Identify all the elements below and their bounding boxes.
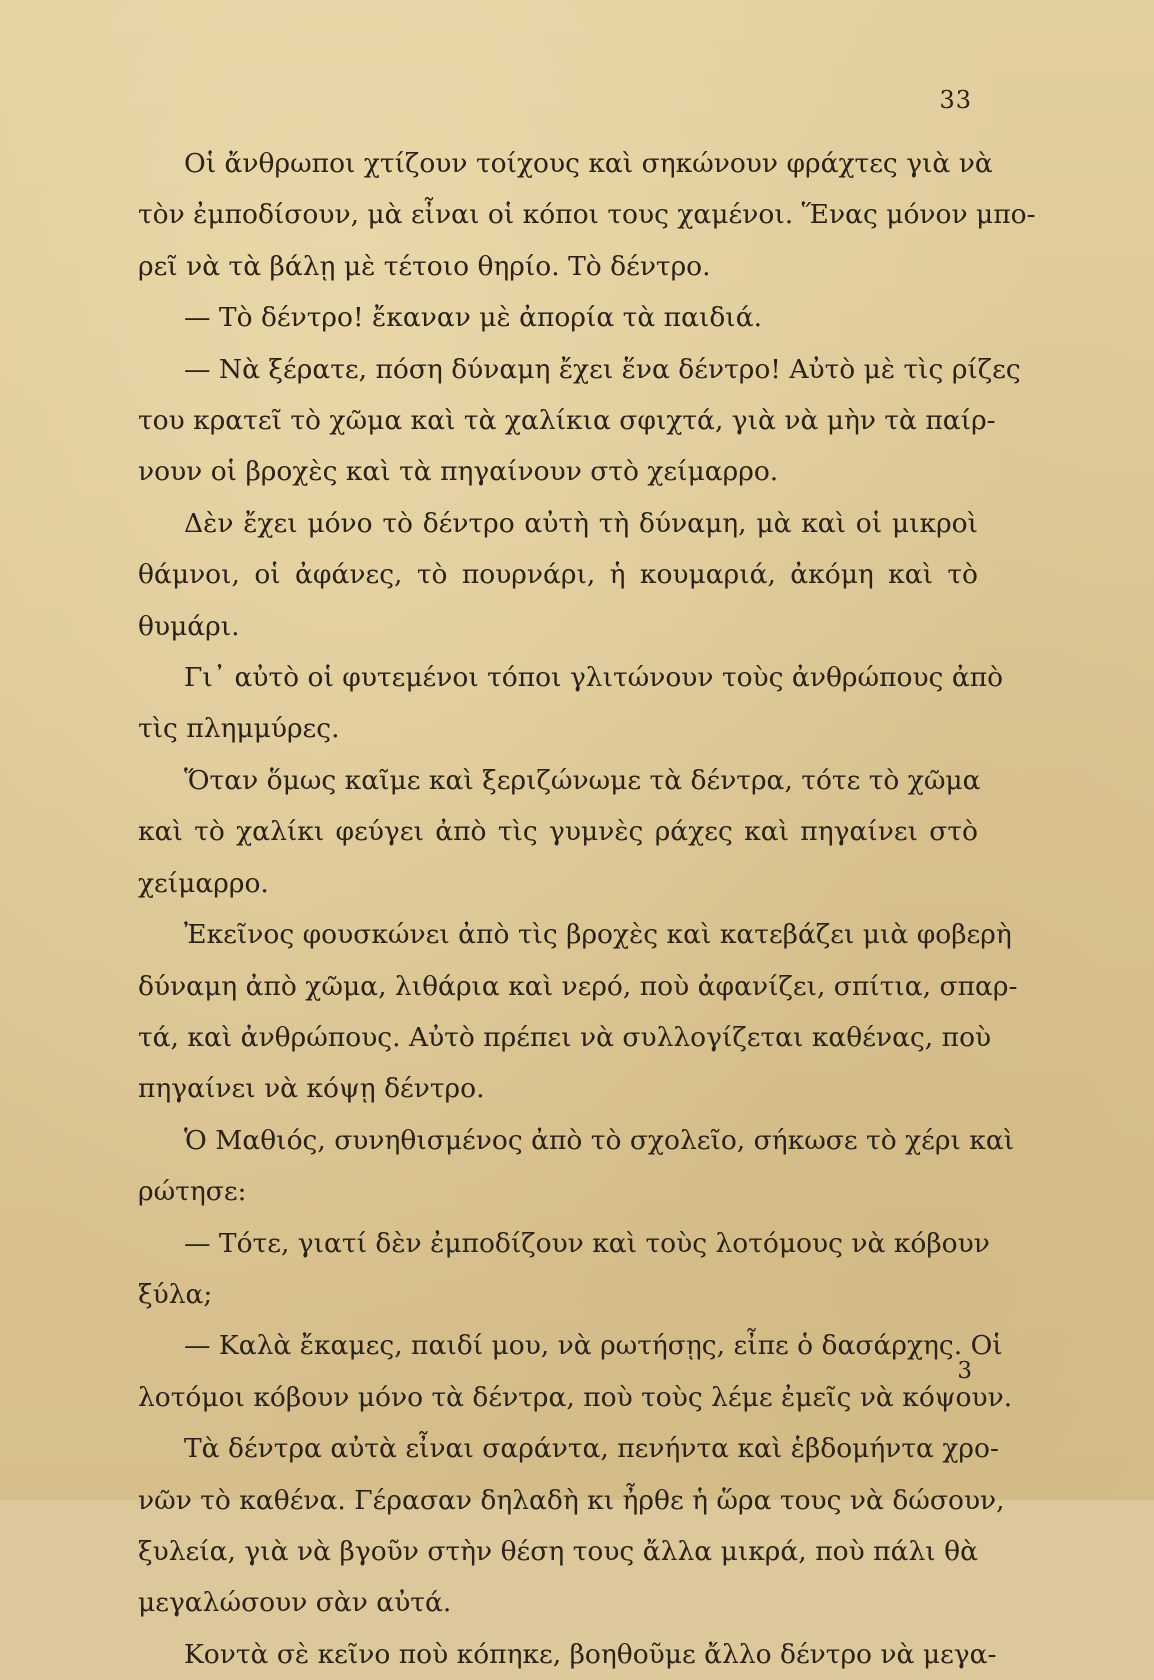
text-line: — Νὰ ξέρατε, πόση δύναμη ἔχει ἕνα δέντρο! Αὐτὸ μὲ τὶς ρίζες — [184, 353, 1021, 385]
text-lines — [138, 138, 1036, 1680]
page-number: 33 — [939, 86, 972, 114]
body-text — [138, 138, 1036, 1680]
text-line: ρεῖ νὰ τὰ βάλῃ μὲ τέτοιο θηρίο. Τὸ δέντρο. — [138, 250, 711, 282]
text-line: θυμάρι. — [138, 610, 240, 642]
text-line: ξυλεία, γιὰ νὰ βγοῦν στὴν θέση τους ἄλλα μικρά, ποὺ πάλι θὰ — [138, 1535, 978, 1567]
text-line: νουν οἱ βροχὲς καὶ τὰ πηγαίνουν στὸ χείμαρρο. — [138, 456, 779, 488]
text-line: τὸν ἐμποδίσουν, μὰ εἶναι οἱ κόποι τους χαμένοι. Ἕνας μόνον μπο- — [138, 199, 1036, 231]
signature-mark: 3 — [957, 1358, 972, 1384]
text-line: Ὅταν ὅμως καῖμε καὶ ξεριζώνωμε τὰ δέντρα, τότε τὸ χῶμα — [184, 764, 981, 796]
text-line: λοτόμοι κόβουν μόνο τὰ δέντρα, ποὺ τοὺς λέμε ἐμεῖς νὰ κόψουν. — [138, 1381, 1013, 1413]
text-line: νῶν τὸ καθένα. Γέρασαν δηλαδὴ κι ἦρθε ἡ ὥρα τους νὰ δώσουν, — [138, 1484, 1005, 1516]
text-line: Οἱ ἄνθρωποι χτίζουν τοίχους καὶ σηκώνουν φράχτες γιὰ νὰ — [184, 148, 993, 179]
text-line: Τὰ δέντρα αὐτὰ εἶναι σαράντα, πενήντα καὶ ἑβδομήντα χρο- — [184, 1433, 999, 1465]
text-line: θάμνοι, οἱ ἀφάνες, τὸ πουρνάρι, ἡ κουμαριά, ἀκόμη καὶ τὸ — [138, 559, 978, 591]
text-line: — Καλὰ ἔκαμες, παιδί μου, νὰ ρωτήσῃς, εἶπε ὁ δασάρχης. Οἱ — [184, 1330, 1003, 1362]
text-line: Ἐκεῖνος φουσκώνει ἀπὸ τὶς βροχὲς καὶ κατεβάζει μιὰ φοβερὴ — [184, 919, 1012, 951]
text-line: μεγαλώσουν σὰν αὐτά. — [138, 1587, 452, 1619]
text-line: Γι᾿ αὐτὸ οἱ φυτεμένοι τόποι γλιτώνουν τοὺς ἀνθρώπους ἀπὸ — [184, 662, 1004, 694]
text-line: του κρατεῖ τὸ χῶμα καὶ τὰ χαλίκια σφιχτά, γιὰ νὰ μὴν τὰ παίρ- — [138, 405, 996, 437]
text-line: Δὲν ἔχει μόνο τὸ δέντρο αὐτὴ τὴ δύναμη, μὰ καὶ οἱ μικροὶ — [184, 507, 978, 539]
text-line: καὶ τὸ χαλίκι φεύγει ἀπὸ τὶς γυμνὲς ράχες καὶ πηγαίνει στὸ — [138, 816, 978, 848]
text-line: ρώτησε: — [138, 1176, 247, 1208]
text-line: τὶς πλημμύρες. — [138, 713, 340, 745]
text-line: Κοντὰ σὲ κεῖνο ποὺ κόπηκε, βοηθοῦμε ἄλλο δέντρο νὰ μεγα- — [184, 1638, 997, 1670]
text-line: — Τότε, γιατί δὲν ἐμποδίζουν καὶ τοὺς λοτόμους νὰ κόβουν — [184, 1227, 990, 1259]
text-line: Ὁ Μαθιός, συνηθισμένος ἀπὸ τὸ σχολεῖο, σήκωσε τὸ χέρι καὶ — [184, 1124, 1015, 1156]
text-line: — Τὸ δέντρο! ἔκαναν μὲ ἀπορία τὰ παιδιά. — [184, 302, 763, 334]
text-line: πηγαίνει νὰ κόψῃ δέντρο. — [138, 1073, 485, 1105]
text-line: τά, καὶ ἀνθρώπους. Αὐτὸ πρέπει νὰ συλλογίζεται καθένας, ποὺ — [138, 1021, 992, 1053]
text-line: δύναμη ἀπὸ χῶμα, λιθάρια καὶ νερό, ποὺ ἀφανίζει, σπίτια, σπαρ- — [138, 970, 1018, 1002]
text-line: χείμαρρο. — [138, 867, 269, 899]
text-line: ξύλα; — [138, 1278, 213, 1310]
